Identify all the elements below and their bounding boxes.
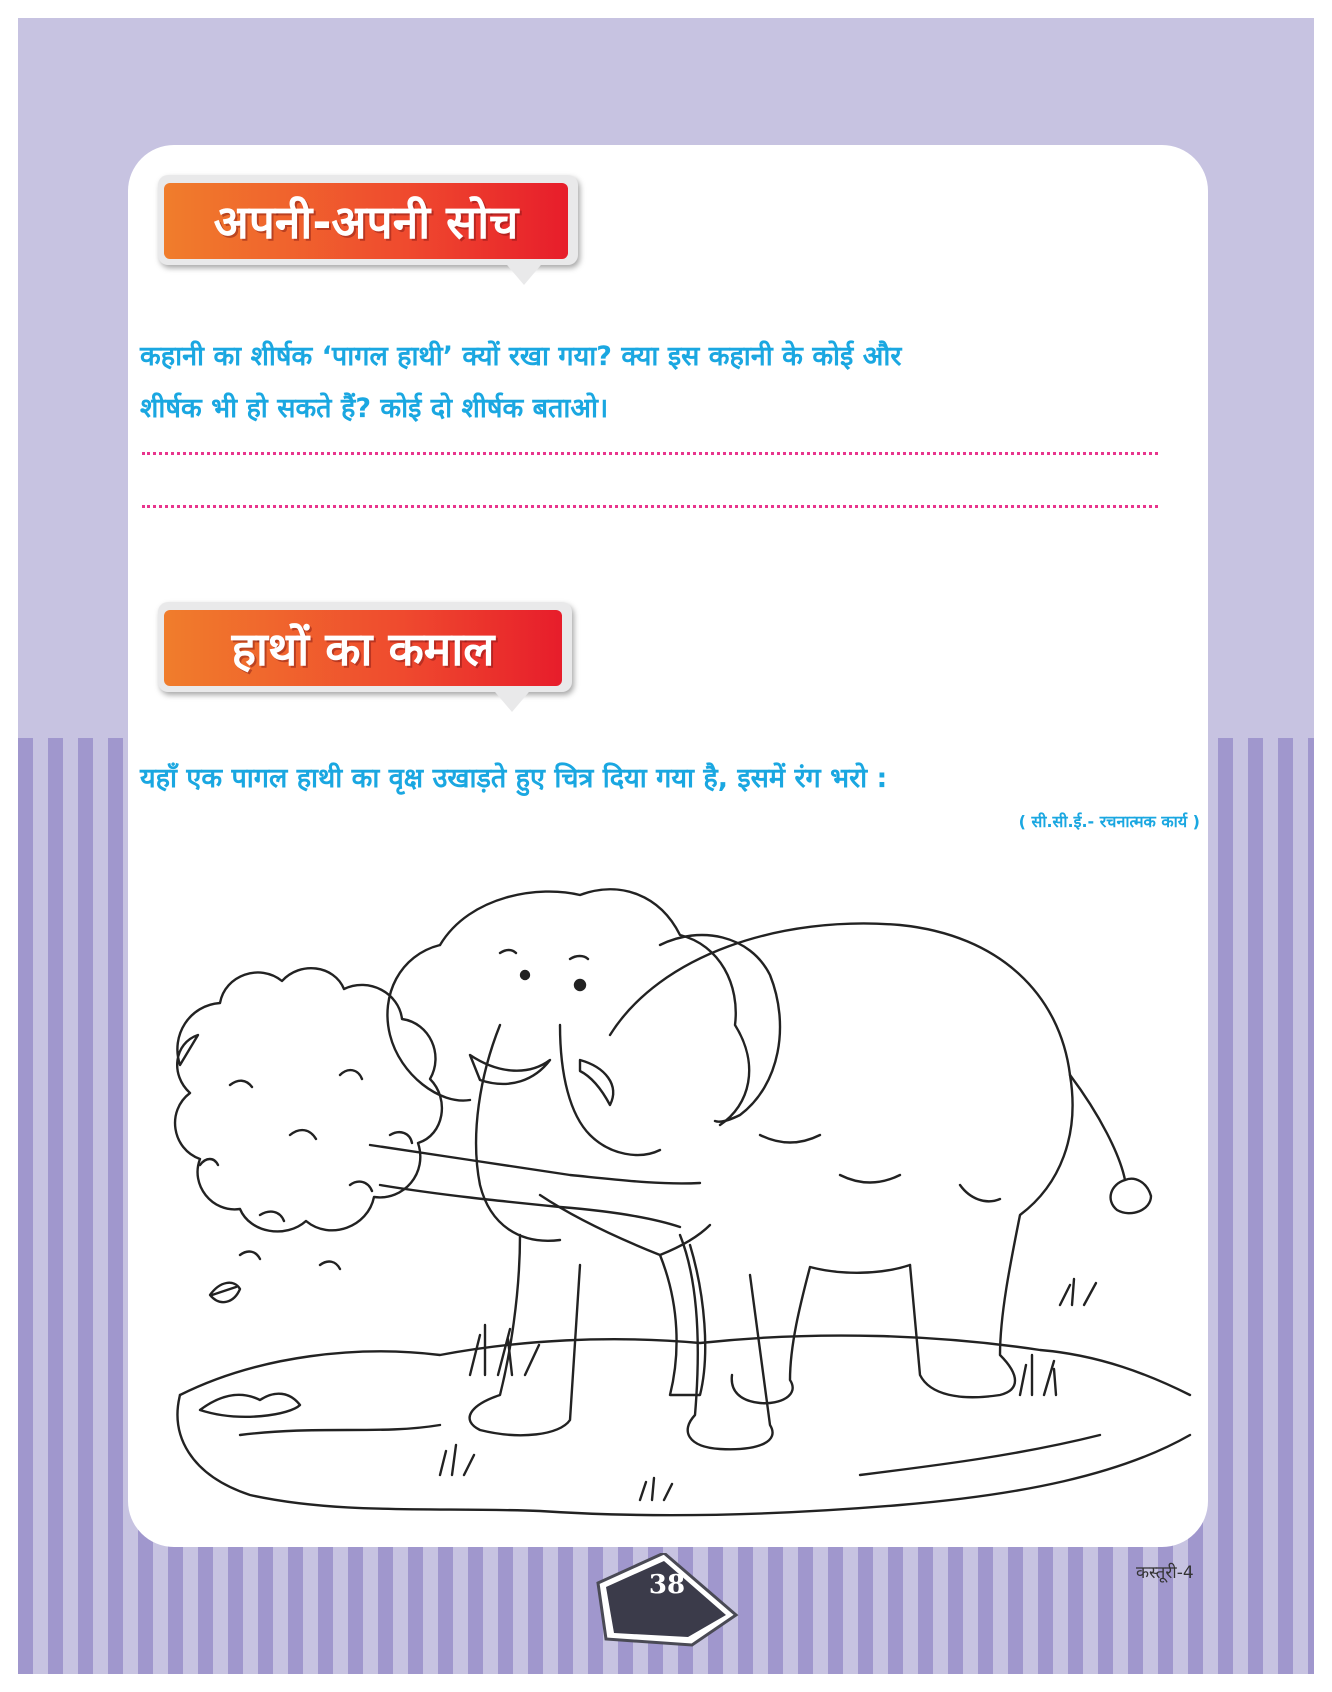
section-title-2: हाथों का कमाल: [164, 610, 562, 686]
page-number: 38: [648, 1570, 686, 1600]
answer-line-2[interactable]: [142, 505, 1158, 508]
section-banner-1: [164, 183, 568, 259]
banner-tail: [490, 686, 534, 712]
section-banner-2: [164, 610, 562, 686]
activity-tag: ( सी.सी.ई.- रचनात्मक कार्य ): [1018, 812, 1200, 831]
answer-line-1[interactable]: [142, 452, 1158, 455]
book-title: कस्तूरी-4: [1136, 1563, 1194, 1583]
section-title-1: अपनी-अपनी सोच: [164, 183, 568, 259]
elephant-uprooting-tree-icon[interactable]: [140, 835, 1200, 1525]
page-number-badge: [592, 1553, 742, 1649]
banner-tail: [502, 259, 546, 285]
question-line-2: शीर्षक भी हो सकते हैं? कोई दो शीर्षक बताओ।: [140, 393, 609, 424]
coloring-instruction: यहाँ एक पागल हाथी का वृक्ष उखाड़ते हुए चित्र दिया गया है, इसमें रंग भरो :: [140, 763, 888, 794]
question-line-1: कहानी का शीर्षक ‘पागल हाथी’ क्यों रखा गया? क्या इस कहानी के कोई और: [140, 341, 902, 372]
